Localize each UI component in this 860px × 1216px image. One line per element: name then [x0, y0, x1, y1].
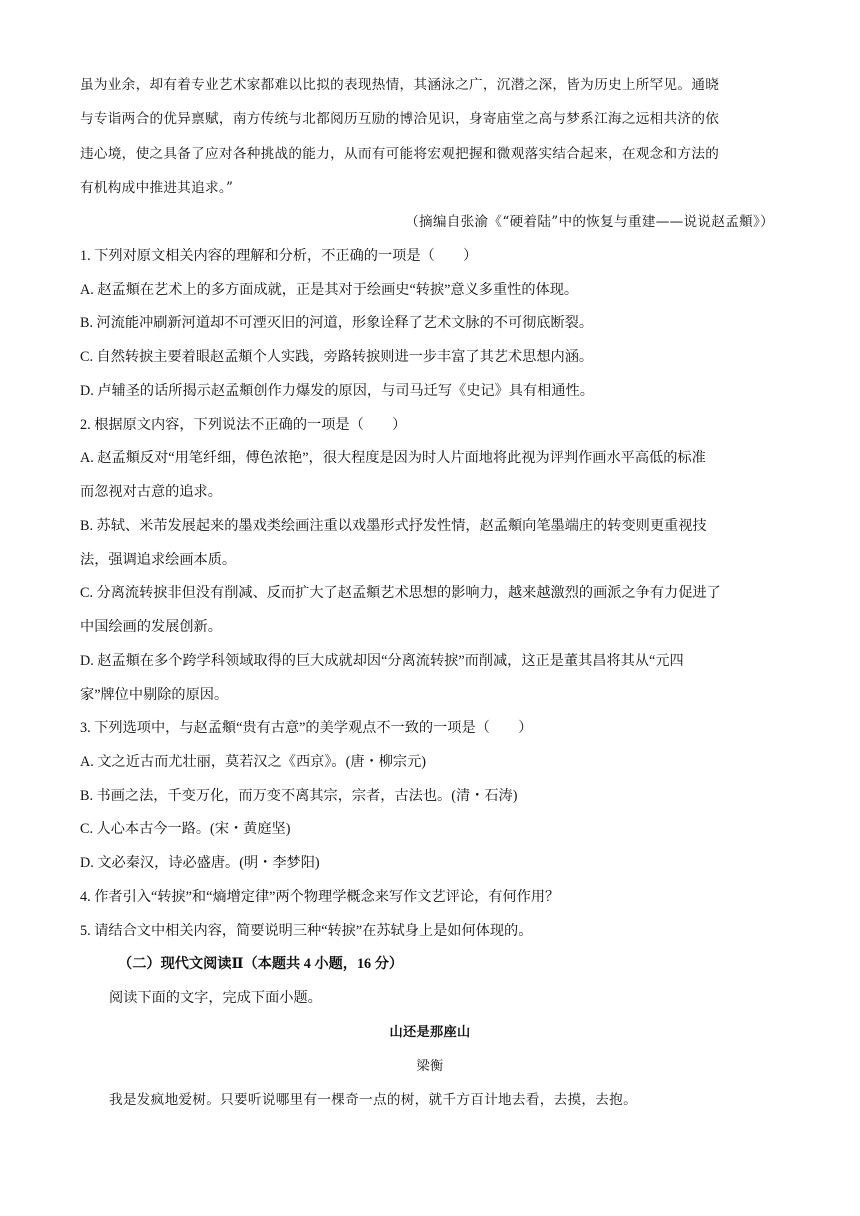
- q1-option-b: B. 河流能冲刷新河道却不可湮灭旧的河道，形象诠释了艺术文脉的不可彻底断裂。: [80, 315, 594, 331]
- q3-stem: 3. 下列选项中，与赵孟頫“贵有古意”的美学观点不一致的一项是（ ）: [80, 720, 533, 736]
- passage-line-4: 有机构成中推进其追求。”: [80, 180, 234, 196]
- section-heading: （二）现代文阅读Ⅱ（本题共 4 小题，16 分）: [118, 956, 404, 972]
- q1-option-a: A. 赵孟頫在艺术上的多方面成就，正是其对于绘画史“转捩”意义多重性的体现。: [80, 282, 579, 298]
- passage-line-2: 与专诣两合的优异禀赋，南方传统与北都阅历互励的博洽见识，身寄庙堂之高与梦系江海之远相共济的依: [80, 111, 720, 127]
- q3-option-b: B. 书画之法，千变万化，而万变不离其宗，宗者，古法也。(清・石涛): [80, 788, 518, 804]
- article-title: 山还是那座山: [389, 1025, 471, 1040]
- q2-option-a-line2: 而忽视对古意的追求。: [80, 484, 222, 500]
- q1-option-d: D. 卢辅圣的话所揭示赵孟頫创作力爆发的原因，与司马迁写《史记》具有相通性。: [80, 383, 594, 399]
- q1-stem: 1. 下列对原文相关内容的理解和分析，不正确的一项是（ ）: [80, 248, 478, 264]
- passage-source: （摘编自张渝《“硬着陆”中的恢复与重建——说说赵孟頫》）: [405, 214, 774, 230]
- passage-line-1: 虽为业余，却有着专业艺术家都难以比拟的表现热情，其涵泳之广，沉潜之深，皆为历史上所罕见。通晓: [80, 77, 720, 93]
- q3-option-c: C. 人心本古今一路。(宋・黄庭坚): [80, 821, 291, 837]
- q2-option-b-line2: 法，强调追求绘画本质。: [80, 552, 237, 568]
- q2-option-c-line1: C. 分离流转捩非但没有削减、反而扩大了赵孟頫艺术思想的影响力，越来越激烈的画派之争有力促进了: [80, 585, 721, 601]
- q3-option-d: D. 文必秦汉，诗必盛唐。(明・李梦阳): [80, 855, 320, 871]
- q1-option-c: C. 自然转捩主要着眼赵孟頫个人实践，旁路转捩则进一步丰富了其艺术思想内涵。: [80, 349, 594, 365]
- q3-option-a: A. 文之近古而尤壮丽，莫若汉之《西京》。(唐・柳宗元): [80, 754, 427, 770]
- q4-stem: 4. 作者引入“转捩”和“熵增定律”两个物理学概念来写作文艺评论，有何作用？: [80, 889, 560, 905]
- article-first-line: 我是发疯地爱树。只要听说哪里有一棵奇一点的树，就千方百计地去看，去摸，去抱。: [109, 1092, 637, 1108]
- q2-option-a-line1: A. 赵孟頫反对“用笔纤细，傅色浓艳”，很大程度是因为时人片面地将此视为评判作画水平高低的标准: [80, 450, 706, 466]
- q2-option-d-line1: D. 赵孟頫在多个跨学科领域取得的巨大成就却因“分离流转捩”而削减，这正是董其昌将其从“元四: [80, 653, 684, 669]
- passage-line-3: 违心境，使之具备了应对各种挑战的能力，从而有可能将宏观把握和微观落实结合起来，在观念和方法的: [80, 146, 720, 162]
- q2-option-c-line2: 中国绘画的发展创新。: [80, 619, 222, 635]
- q2-option-b-line1: B. 苏轼、米芾发展起来的墨戏类绘画注重以戏墨形式抒发性情，赵孟頫向笔墨端庄的转变则更重视技: [80, 518, 707, 534]
- reading-instruction: 阅读下面的文字，完成下面小题。: [109, 990, 322, 1006]
- article-author: 梁衡: [416, 1059, 444, 1074]
- q2-stem: 2. 根据原文内容，下列说法不正确的一项是（ ）: [80, 417, 407, 433]
- q2-option-d-line2: 家”牌位中剔除的原因。: [80, 687, 229, 703]
- q5-stem: 5. 请结合文中相关内容，简要说明三种“转捩”在苏轼身上是如何体现的。: [80, 923, 533, 939]
